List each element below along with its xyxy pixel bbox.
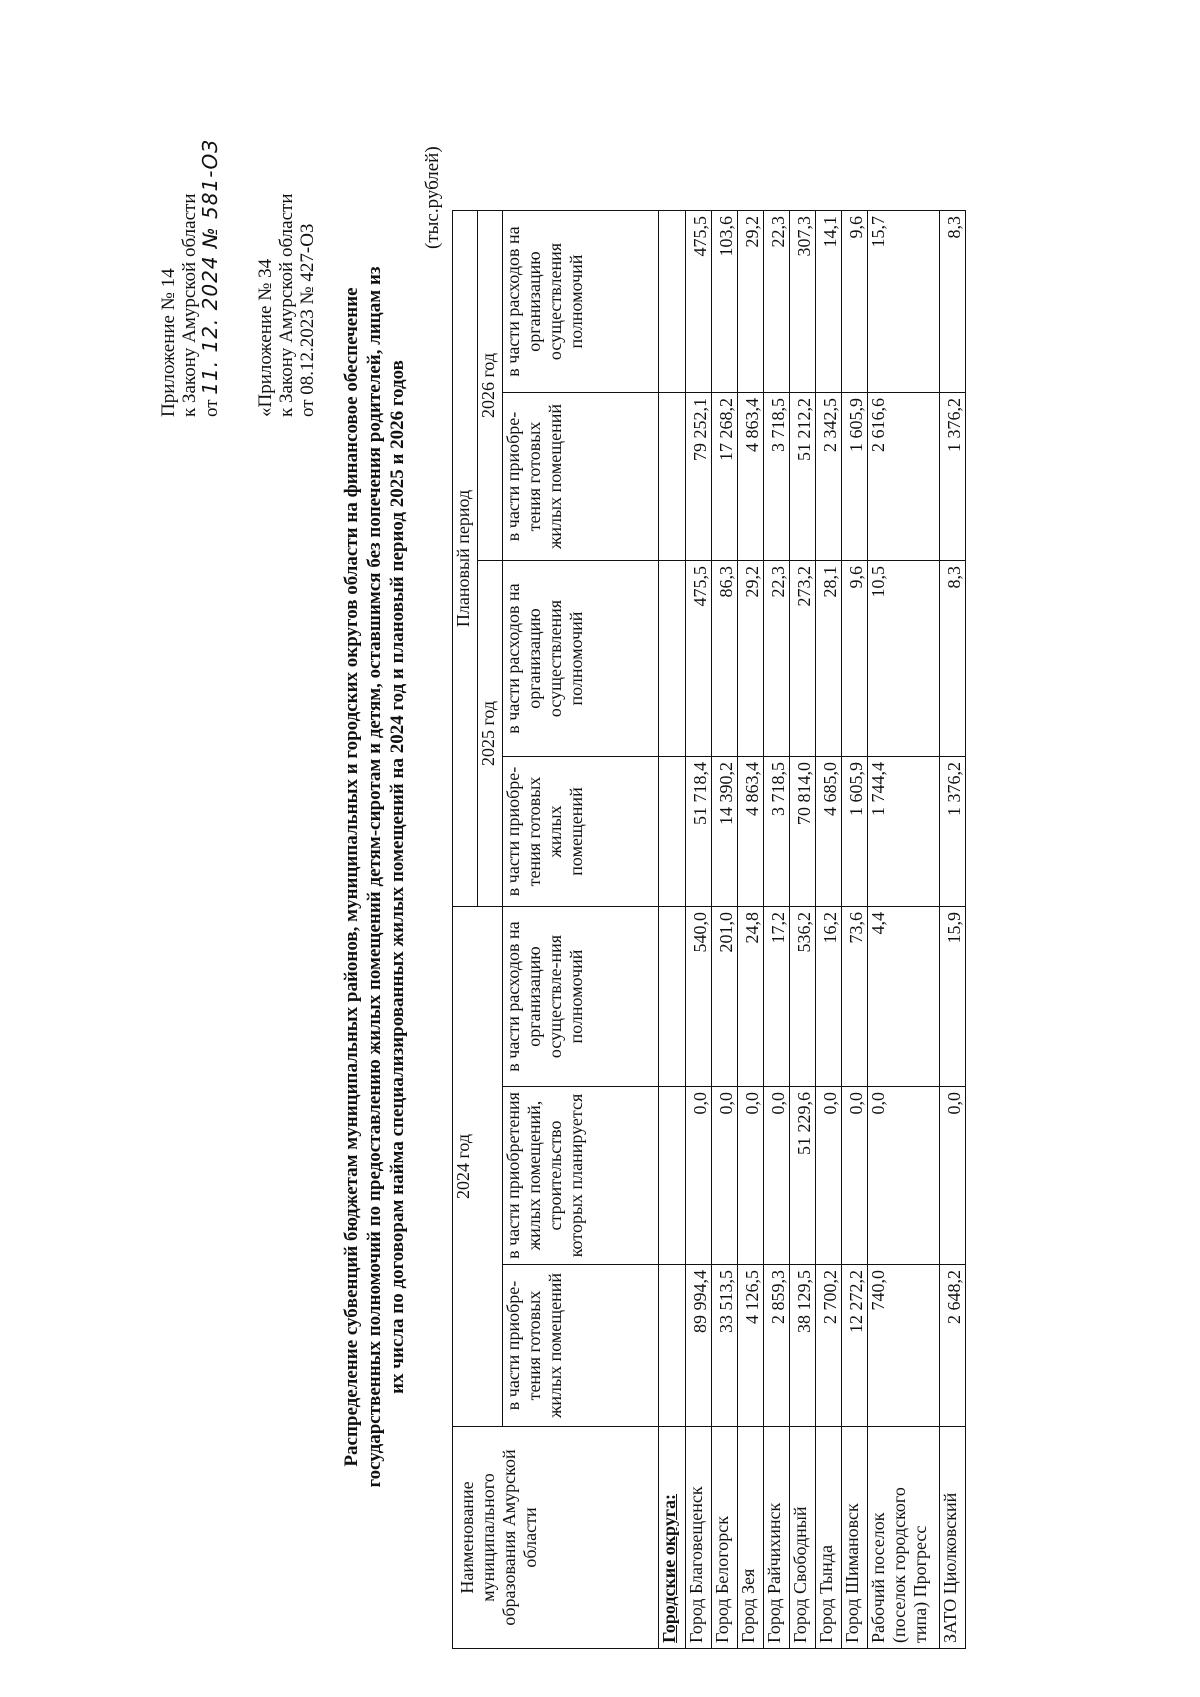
cell-2025-admin: 28,1 [816, 561, 842, 757]
row-name: Город Белогорск [712, 1427, 738, 1649]
cell-2025-admin: 475,5 [686, 561, 712, 757]
appendix-law-ref: к Закону Амурской области [179, 193, 200, 417]
cell-2024-ready: 2 859,3 [764, 1265, 790, 1427]
cell-2024-admin: 536,2 [790, 907, 816, 1087]
table-row [868, 211, 940, 1649]
table-row [940, 211, 966, 1649]
cell-2025-admin: 273,2 [790, 561, 816, 757]
cell-2024-construction: 0,0 [738, 1087, 764, 1265]
cell-2024-ready: 38 129,5 [790, 1265, 816, 1427]
subvention-table [452, 210, 966, 1649]
row-name: Город Шимановск [842, 1427, 868, 1649]
header-2024-ready-housing: в части приобре-тения готовых жилых помещений [503, 1265, 659, 1427]
cell-2025-admin: 9,6 [842, 561, 868, 757]
units-label: (тыс.рублей) [422, 146, 443, 249]
appendix-number: Приложение № 14 [158, 268, 179, 417]
table-row [842, 211, 868, 1649]
cell-2024-admin: 16,2 [816, 907, 842, 1087]
header-2024: 2024 год [453, 907, 503, 1427]
row-name: Город Зея [738, 1427, 764, 1649]
cell-2025-ready: 3 718,5 [764, 757, 790, 907]
header-2025-ready-housing: в части приобре-тения готовых жилых помещений [503, 757, 659, 907]
row-name-line: типа) Прогресс [910, 1525, 930, 1643]
cell-2026-ready: 2 616,6 [868, 393, 940, 561]
cell-2024-construction: 0,0 [686, 1087, 712, 1265]
cell-2026-admin: 8,3 [940, 211, 966, 393]
cell-2026-ready: 2 342,5 [816, 393, 842, 561]
cell-2026-admin: 22,3 [764, 211, 790, 393]
cell-2025-ready: 51 718,4 [686, 757, 712, 907]
header-2026-ready-housing: в части приобре-тения готовых жилых помещений [503, 393, 659, 561]
cell-2024-ready: 2 700,2 [816, 1265, 842, 1427]
cell-2024-ready: 33 513,5 [712, 1265, 738, 1427]
cell-2026-admin: 15,7 [868, 211, 940, 393]
cell-2024-ready: 740,0 [868, 1265, 940, 1427]
cell-2026-admin: 307,3 [790, 211, 816, 393]
cell-2024-admin: 17,2 [764, 907, 790, 1087]
table-row [790, 211, 816, 1649]
cell-2026-admin: 475,5 [686, 211, 712, 393]
cell-2025-ready: 1 376,2 [940, 757, 966, 907]
row-name: Город Тында [816, 1427, 842, 1649]
cell-2026-ready: 17 268,2 [712, 393, 738, 561]
cell-2024-admin: 24,8 [738, 907, 764, 1087]
cell-2026-admin: 103,6 [712, 211, 738, 393]
cell-2025-ready: 14 390,2 [712, 757, 738, 907]
cell-2024-admin: 15,9 [940, 907, 966, 1087]
cell-2025-admin: 22,3 [764, 561, 790, 757]
header-2026: 2026 год [478, 211, 503, 561]
header-2025-admin-costs: в части расходов на организацию осуществления полномочий [503, 561, 659, 757]
cell-2025-admin: 29,2 [738, 561, 764, 757]
cell-2024-construction: 0,0 [712, 1087, 738, 1265]
prev-appendix-law-ref: к Закону Амурской области [276, 193, 297, 417]
header-2025: 2025 год [478, 561, 503, 907]
cell-2025-admin: 10,5 [868, 561, 940, 757]
cell-2024-construction: 0,0 [842, 1087, 868, 1265]
header-2026-admin-costs: в части расходов на организацию осуществления полномочий [503, 211, 659, 393]
row-name: Город Райчихинск [764, 1427, 790, 1649]
cell-2024-construction: 51 229,6 [790, 1087, 816, 1265]
appendix-date-prefix: от [201, 399, 222, 417]
cell-2024-ready: 4 126,5 [738, 1265, 764, 1427]
cell-2025-ready: 4 685,0 [816, 757, 842, 907]
cell-2026-admin: 14,1 [816, 211, 842, 393]
table-row [738, 211, 764, 1649]
section-city-districts: Городские округа: [659, 1427, 686, 1649]
table-row [764, 211, 790, 1649]
cell-2024-admin: 73,6 [842, 907, 868, 1087]
cell-2024-admin: 201,0 [712, 907, 738, 1087]
table-row [686, 211, 712, 1649]
handwritten-date-number: 11. 12. 2024 № 581-ОЗ [198, 138, 222, 395]
cell-2026-ready: 51 212,2 [790, 393, 816, 561]
cell-2026-admin: 9,6 [842, 211, 868, 393]
cell-2024-admin: 4,4 [868, 907, 940, 1087]
prev-appendix-date: от 08.12.2023 № 427-ОЗ [297, 223, 318, 417]
cell-2025-ready: 1 744,4 [868, 757, 940, 907]
cell-2024-construction: 0,0 [940, 1087, 966, 1265]
cell-2024-ready: 12 272,2 [842, 1265, 868, 1427]
cell-2026-ready: 1 376,2 [940, 393, 966, 561]
header-2024-admin-costs: в части расходов на организацию осуществле-ния полномочий [503, 907, 659, 1087]
cell-2026-ready: 1 605,9 [842, 393, 868, 561]
header-2024-planned-construction: в части приобретения жилых помещений, строительство которых планируется [503, 1087, 659, 1265]
cell-2024-construction: 0,0 [764, 1087, 790, 1265]
cell-2026-ready: 3 718,5 [764, 393, 790, 561]
row-name: Город Свободный [790, 1427, 816, 1649]
header-planning-period: Плановый период [453, 211, 478, 907]
document-title: Распределение субвенций бюджетам муниципальных районов, муниципальных и городских округов области на финансовое обеспечение государственных полномочий по предоставлению жилых помещений детям-сиротам и детям, оставшимся без попечения родителей, лицам из их числа по договорам найма специализированных жилых помещений на 2024 год и плановый период 2025 и 2026 годов [341, 266, 408, 1488]
cell-2024-ready: 2 648,2 [940, 1265, 966, 1427]
cell-2026-ready: 79 252,1 [686, 393, 712, 561]
cell-2024-construction: 0,0 [868, 1087, 940, 1265]
table-row [712, 211, 738, 1649]
cell-2025-admin: 86,3 [712, 561, 738, 757]
row-name-line: Рабочий поселок [868, 1512, 888, 1643]
prev-appendix-number: «Приложение № 34 [255, 258, 276, 417]
row-name [868, 1427, 940, 1649]
header-name: Наименование муниципального образования Амурской области [453, 1427, 659, 1649]
cell-2024-construction: 0,0 [816, 1087, 842, 1265]
previous-appendix-header [255, 194, 318, 418]
row-name: Город Благовещенск [686, 1427, 712, 1649]
cell-2025-ready: 70 814,0 [790, 757, 816, 907]
cell-2025-ready: 1 605,9 [842, 757, 868, 907]
row-name: ЗАТО Циолковский [940, 1427, 966, 1649]
cell-2025-ready: 4 863,4 [738, 757, 764, 907]
cell-2026-ready: 4 863,4 [738, 393, 764, 561]
cell-2024-admin: 540,0 [686, 907, 712, 1087]
appendix-header [158, 139, 222, 417]
cell-2025-admin: 8,3 [940, 561, 966, 757]
appendix-date-line [200, 139, 222, 417]
cell-2024-ready: 89 994,4 [686, 1265, 712, 1427]
row-name-line: (поселок городского [889, 1487, 909, 1643]
table-row [816, 211, 842, 1649]
cell-2026-admin: 29,2 [738, 211, 764, 393]
